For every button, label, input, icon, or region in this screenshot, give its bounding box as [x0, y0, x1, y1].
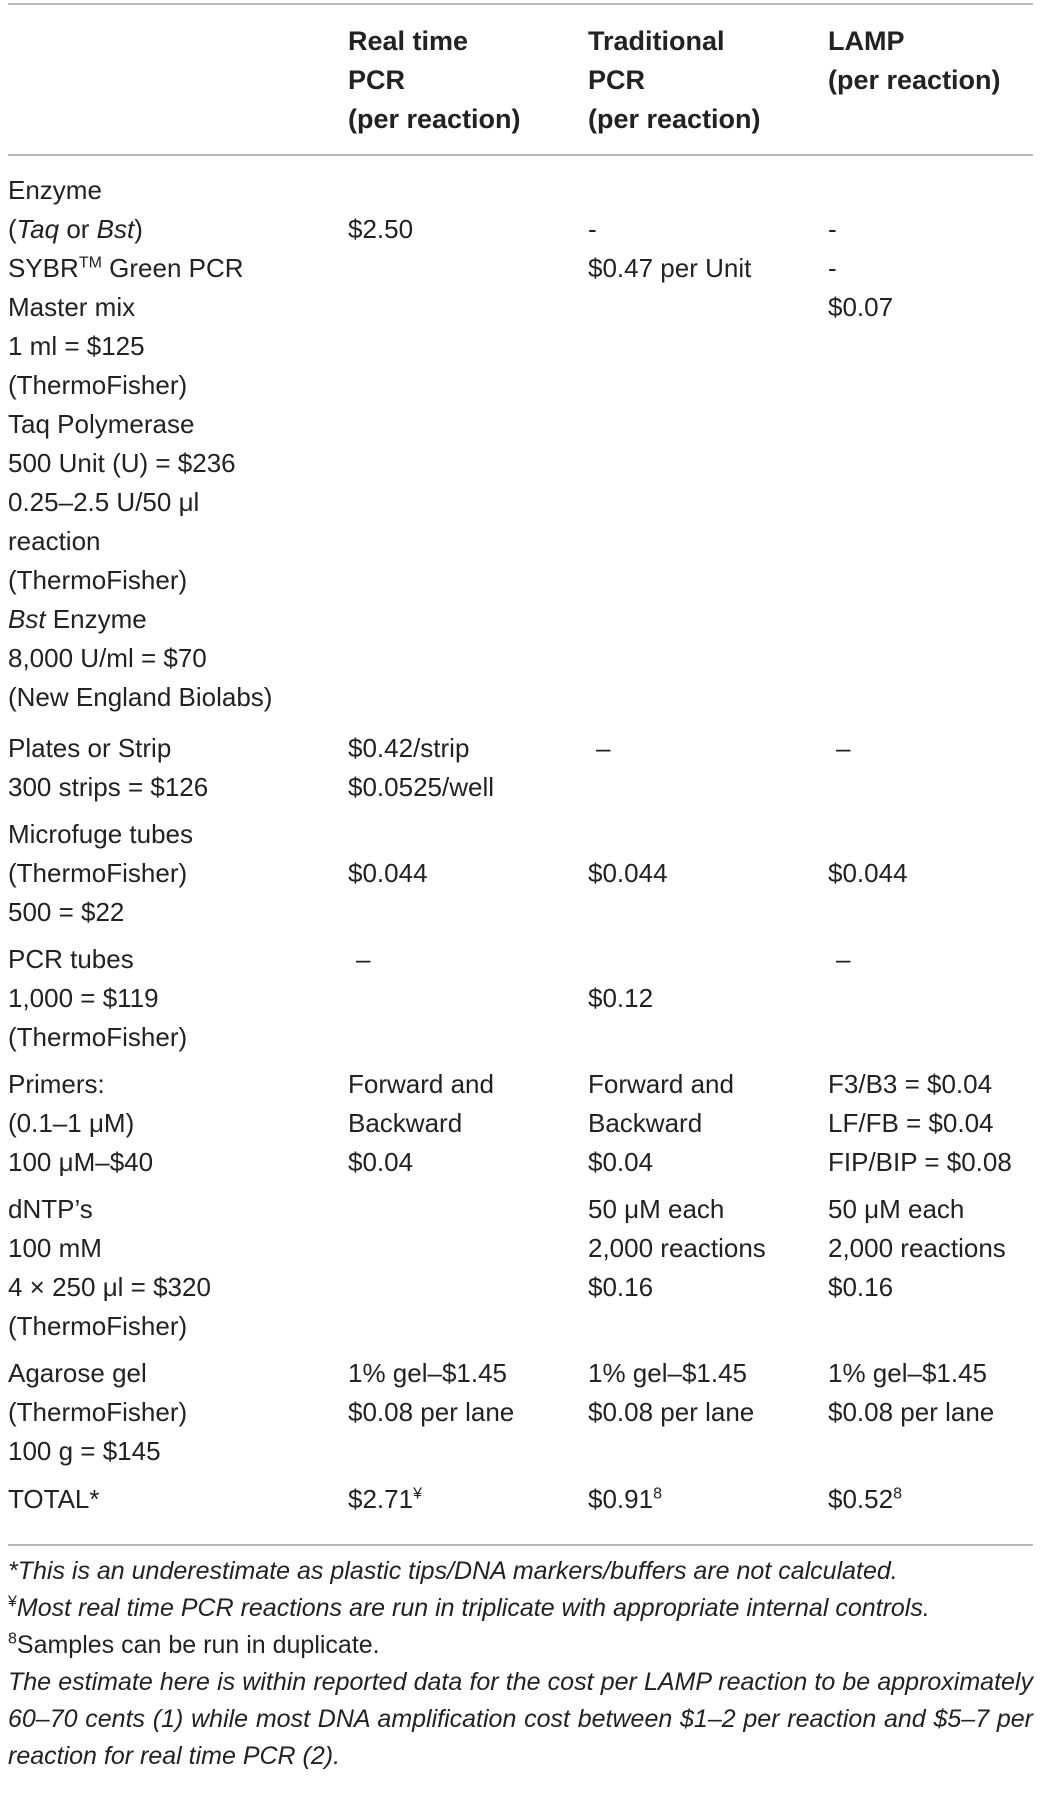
- row-dntp-label: dNTP’s 100 mM 4 × 250 μl = $320 (ThermoFisher): [8, 1194, 211, 1341]
- row-agarose-label: Agarose gel (ThermoFisher) 100 g = $145: [8, 1358, 188, 1466]
- row-plates-lamp: –: [836, 733, 851, 763]
- row-microfuge-lamp: $0.044: [828, 858, 908, 888]
- row-enzyme-realtime: $2.50: [348, 214, 414, 244]
- row-enzyme-traditional: - $0.47 per Unit: [588, 214, 752, 283]
- header-rule: [8, 154, 1033, 156]
- row-microfuge-traditional: $0.044: [588, 858, 668, 888]
- table-top-rule: [8, 3, 1033, 5]
- row-dntp-lamp: 50 μM each 2,000 reactions $0.16: [828, 1194, 1006, 1302]
- row-agarose-realtime: 1% gel–$1.45 $0.08 per lane: [348, 1358, 515, 1427]
- eight-footnote-mark: 8: [893, 1485, 902, 1503]
- row-primers-lamp: F3/B3 = $0.04 LF/FB = $0.04 FIP/BIP = $0.08: [828, 1069, 1012, 1177]
- table-footnotes: [8, 1553, 1033, 1775]
- header-lamp: LAMP (per reaction): [828, 26, 1001, 95]
- row-pcrtubes-label: PCR tubes 1,000 = $119 (ThermoFisher): [8, 944, 188, 1052]
- row-total-lamp: $0.52$^8$: [828, 1484, 902, 1514]
- row-pcrtubes-lamp: –: [836, 944, 851, 974]
- row-plates-label: Plates or Strip 300 strips = $126: [8, 733, 209, 802]
- header-realtime-pcr: Real time PCR (per reaction): [348, 26, 521, 134]
- row-enzyme-label: Enzyme (Taq or Bst) SYBR™ Green PCR Master mix 1 ml = $125 (ThermoFisher) Taq Polymerase 500 Unit (U) = $236 0.25–2.5 U/50 μl reaction (ThermoFisher) Bst Enzyme 8,000 U/ml = $70 (New England Biolabs): [8, 175, 273, 712]
- yen-footnote-mark: ¥: [413, 1485, 422, 1503]
- row-primers-traditional: Forward and Backward $0.04: [588, 1069, 734, 1177]
- footnote-eight: $^8$Samples can be run in duplicate.: [8, 1630, 380, 1659]
- row-total-label: TOTAL*: [8, 1484, 100, 1514]
- header-traditional-pcr: Traditional PCR (per reaction): [588, 26, 761, 134]
- row-primers-label: Primers: (0.1–1 μM) 100 μM–$40: [8, 1069, 154, 1177]
- row-total-realtime: $2.71¥: [348, 1484, 422, 1514]
- row-agarose-lamp: 1% gel–$1.45 $0.08 per lane: [828, 1358, 995, 1427]
- row-pcrtubes-realtime: –: [356, 944, 371, 974]
- row-plates-realtime: $0.42/strip $0.0525/well: [348, 733, 494, 802]
- footnote-yen: ¥Most real time PCR reactions are run in triplicate with appropriate internal controls.: [8, 1593, 930, 1622]
- row-dntp-traditional: 50 μM each 2,000 reactions $0.16: [588, 1194, 766, 1302]
- row-enzyme-lamp: - - $0.07: [828, 214, 894, 322]
- row-agarose-traditional: 1% gel–$1.45 $0.08 per lane: [588, 1358, 755, 1427]
- table-bottom-rule: [8, 1544, 1033, 1546]
- row-total-traditional: $0.91$^8$: [588, 1484, 662, 1514]
- eight-footnote-mark: 8: [653, 1485, 662, 1503]
- row-microfuge-label: Microfuge tubes (ThermoFisher) 500 = $22: [8, 819, 193, 927]
- row-primers-realtime: Forward and Backward $0.04: [348, 1069, 494, 1177]
- row-microfuge-realtime: $0.044: [348, 858, 428, 888]
- row-pcrtubes-traditional: $0.12: [588, 983, 654, 1013]
- table-header: [0, 22, 1041, 142]
- row-plates-traditional: –: [596, 733, 611, 763]
- footnote-asterisk: *This is an underestimate as plastic tips/DNA markers/buffers are not calculated.: [8, 1557, 898, 1585]
- footnote-estimate: The estimate here is within reported data for the cost per LAMP reaction to be approximately 60–70 cents (1) while most DNA amplification cost between $1–2 per reaction and $5–7 per reaction for real time PCR (2).: [8, 1668, 1033, 1770]
